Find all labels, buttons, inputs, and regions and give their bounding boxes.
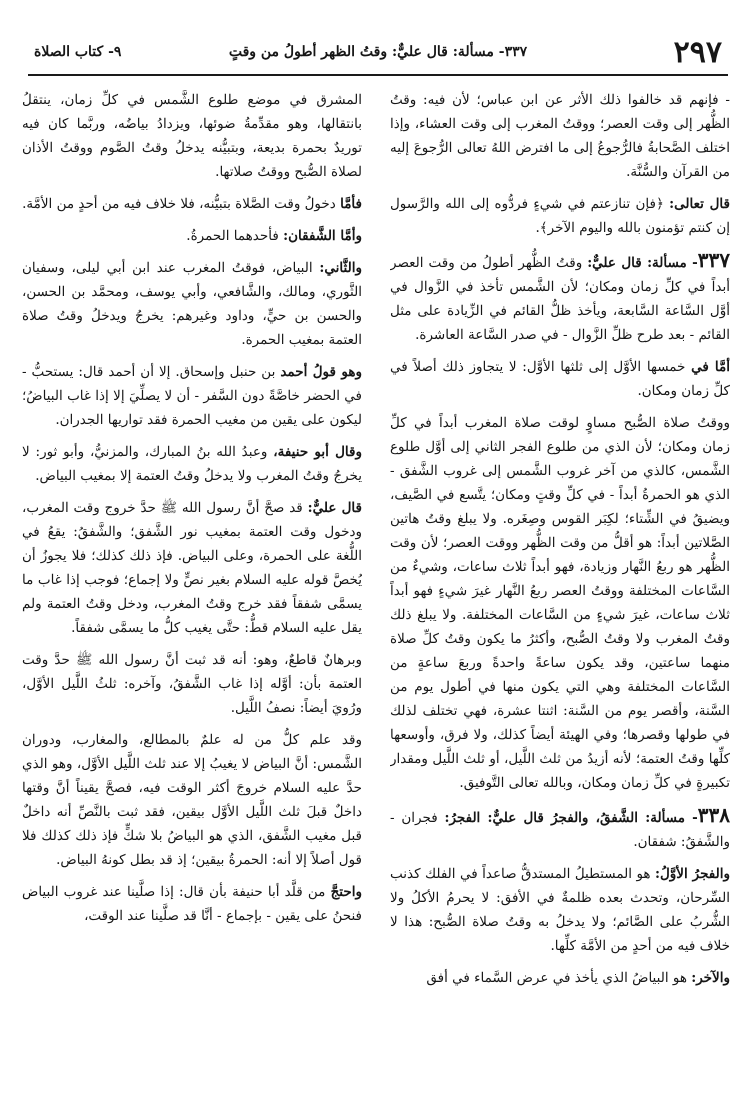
paragraph [22,880,362,928]
paragraph-text: خمسها الأوَّل إلى ثلثها الأوَّل: لا يتجاوز ذلك أصلاً في كلِّ زمان ومكان. [390,359,730,399]
right-text-column [390,88,730,1089]
left-text-column [22,88,362,1089]
paragraph-lead: والآخر: [691,970,730,986]
paragraph-lead: قال عليٌّ: [307,500,362,516]
paragraph-lead: وقال أبو حنيفة، [273,444,362,460]
paragraph-text: ووقتُ صلاة الصُّبح مساوٍ لوقت صلاة المغرب أبداً في كلِّ زمان ومكان؛ لأن الذي من طلوع الفجر الثاني إلى أوَّل طلوع الشَّمس، كالذي من آخر غروب الشَّمس إلى غروب الشَّفق - الذي هو الحمرةُ أبداً - في كلِّ وقتٍ ومكان؛ يتَّسع في الصَّيف، ويضيقُ في الشِّتاء؛ لكِبَر القوس وصِغَره. ولا يبلغ وقتُ هاتين الصَّلاتين أبداً: هو أقلُّ من وقت الظُّهر ووقت العصر؛ لأن وقت الظُّهر هو ربعُ النَّهار وزيادة، فهو أبداً ثلاث ساعات، وشيءٌ من السَّاعات المختلفة ووقتُ العصر ربعُ النَّهار غيرَ شيءٍ فهو أبداً ثلاث ساعات، غيرَ شيءٍ من السَّاعات المختلفة. ولا يبلغ ذلك وقتُ المغرب ولا وقتُ الصُّبح، وأكثرُ ما يكون وقتُ كلِّ صلاة منهما ساعتين، وقد يكون ساعةً واحدةً وربعَ ساعةٍ من السَّاعات المختلفة وهي التي يكون منها في أطول يوم من السَّنة، وأقصر يوم من السَّنة: اثنتا عشرة، فهي تختلف لذلك في طولها وقصرها؛ وفي الهيئة أيضاً كذلك، ولا فرق، وأوسعها كلِّها وقتُ العتمة؛ لأنه أزيدُ من ثلث اللَّيل، أو ثلث اللَّيل ومقدار تكبيرةٍ في كلِّ زمان ومكان، وبالله تعالى التَّوفيق. [390,415,730,791]
paragraph-lead: وهو قولُ أحمد [280,364,362,380]
page-header [28,36,728,72]
paragraph-lead: والثَّاني: [319,260,362,276]
paragraph-text: - فإنهم قد خالفوا ذلك الأثر عن ابن عباس؛ لأن فيه: وقتُ الظُّهر إلى وقت العصر؛ ووقتُ المغرب إلى وقت العشاء، وإذا اختلف الصَّحابةُ فالرُّجوعُ إلى ما افترض اللهُ تعالى الرُّجوعَ إليه من القرآن والسُّنَّة. [390,92,730,180]
paragraph [390,966,730,990]
paragraph-text: فأحدهما الحمرةُ. [186,228,279,244]
paragraph [22,192,362,216]
paragraph [22,496,362,640]
paragraph-lead: والفجرُ الأوَّلُ: [655,866,730,882]
paragraph-lead: وأمَّا الشَّفقان: [283,228,362,244]
paragraph [22,440,362,488]
paragraph-text: وبرهانٌ قاطعٌ، وهو: أنه قد ثبت أنَّ رسول الله ﷺ حدَّ وقت العتمة بأن: أوَّله إذا غاب الشَّفقُ، وآخره: ثلثُ اللَّيل الأوَّل، ورُويَ أيضاً: نصفُ اللَّيل. [22,652,362,716]
paragraph-lead: قال تعالى: [669,196,730,212]
paragraph-text: ﴿فإن تنازعتم في شيءٍ فردُّوه إلى الله والرَّسول إن كنتم تؤمنون بالله واليوم الآخر﴾. [390,196,730,236]
paragraph [390,862,730,958]
paragraph [390,411,730,795]
paragraph-lead: أمَّا في [691,359,730,375]
paragraph-text: بن حنبل وإسحاق. إلا أن أحمد قال: يستحبُّ - في الحضر خاصَّةً دون السَّفر - أن لا يصلِّيَ إلا إذا غاب البياضُ؛ ليكون على يقين من مغيب الحمرة فقد تواريها الجدران. [22,364,362,428]
running-title: ٣٣٧- مسألة: قال عليٌّ: وقتُ الظهر أطولُ من وقتٍ [228,44,528,60]
paragraph [390,192,730,240]
paragraph-lead: - مسألة: الشَّفقُ، والفجرُ قال عليٌّ: الفجرُ: [444,810,698,826]
paragraph [390,355,730,403]
paragraph [390,803,730,854]
paragraph-lead: فأمَّا [340,196,362,212]
paragraph-text: هو البياضُ الذي يأخذ في عرض السَّماء في أفق [426,970,687,986]
paragraph [22,256,362,352]
header-rule [28,74,728,76]
paragraph-text: دخولُ وقت الصَّلاة بتبيُّنه، فلا خلاف فيه من أحدٍ من الأمَّة. [22,196,336,212]
paragraph-text: وعبدُ الله بنُ المبارك، والمزنيُّ، وأبو ثور: لا يخرجُ وقتُ المغرب ولا يدخلُ وقتُ العتمة إلا بمغيب البياض. [22,444,362,484]
paragraph-text: فجران - والشَّفقُ: شفقان. [390,810,730,850]
paragraph [22,648,362,720]
paragraph-text: وقد علم كلُّ من له علمٌ بالمطالع، والمغارب، ودوران الشَّمس: أنَّ البياض لا يغيبُ إلا عند ثلث اللَّيل الأوَّل، وهو الذي حدَّ عليه السلام خروجَ أكثر الوقت فيه، فصحَّ يقيناً أنَّ وقتها داخلٌ قبلَ ثلث اللَّيل الأوَّل بيقين، فقد ثبت بالنَّصِّ أنه داخلٌ قبل مغيب الشَّفق، الذي هو البياضُ بلا شكٍّ فإذ ذلك كذلك فلا قول أصلاً إلا أنه: الحمرةُ بيقين؛ إذ قد بطل كونهُ البياض. [22,732,362,868]
paragraph [22,224,362,248]
paragraph-text: المشرق في موضع طلوع الشَّمس في كلِّ زمان، ينتقلُ بانتقالها، وهو مقدِّمةُ ضوئها، ويزدادُ بياضُه، وربَّما كان فيه توريدٌ بحمرة بديعة، وبتبيُّنه يدخلُ وقتُ الصَّوم ووقتُ الأذان لصلاة الصُّبح ووقتُ صلاتها. [22,92,362,180]
paragraph [390,248,730,347]
issue-number: ٣٣٨ [697,803,730,827]
paragraph-text: البياض، فوقتُ المغرب عند ابن أبي ليلى، وسفيان الثَّوري، ومالك، والشَّافعي، وأبي يوسف، ومحمَّد بن الحسن، والحسن بن حيٍّ، وداود وغيرهم: يخرجُ ويدخلُ وقتُ صلاة العتمة بمغيب الحمرة. [22,260,362,348]
paragraph-lead: واحتجَّ [330,884,362,900]
paragraph-lead: - مسألة: قال عليٌّ: [587,255,698,271]
paragraph [22,88,362,184]
paragraph [390,88,730,184]
paragraph-text: من قلَّد أبا حنيفة بأن قال: إذا صلَّينا عند غروب البياض فنحنُ على يقين - بإجماع - أنَّا قد صلَّينا عند الوقت، [22,884,362,924]
page-number: ٢٩٧ [673,35,722,70]
paragraph-text: وقتُ الظُّهر أطولُ من وقت العصر أبداً في كلِّ زمان ومكان؛ لأن الشَّمس تأخذ في الزَّوال في أوَّل السَّاعة السَّابعة، ويأخذ ظلُّ القائم في الزِّيادة على مثل القائم - بعد طرح ظلِّ الزَّوال - في صدر السَّاعة العاشرة. [390,255,730,343]
paragraph-text: قد صحَّ أنَّ رسول الله ﷺ حدَّ خروج وقت المغرب، ودخول وقت العتمة بمغيب نور الشَّفق؛ والشَّفقُ: يقعُ في اللُّغة على الحمرة، وعلى البياض. فإذ ذلك كذلك؛ فلا يجوزُ أن يُخصَّ قوله عليه السلام بغير نصٍّ ولا إجماع؛ فوجب إذا غاب ما يسمَّى شفقاً فقد خرج وقتُ المغرب، ودخل وقتُ العتمة ولم يقل عليه السلام قطُّ: حتَّى يغيب كلُّ ما يسمَّى شفقاً. [22,500,362,636]
paragraph [22,360,362,432]
book-title: ٩- كتاب الصلاة [34,44,122,60]
paragraph-text: هو المستطيلُ المستدقُّ صاعداً في الفلك كذنب السِّرحان، وتحدث بعده ظلمةٌ في الأفق: لا يحرمُ الأكلُ ولا الشُّربُ على الصَّائم؛ ولا يدخلُ به وقتُ صلاة الصُّبح: هذا لا خلاف فيه من أحدٍ من الأمَّة كلِّها. [390,866,730,954]
issue-number: ٣٣٧ [697,248,730,272]
paragraph [22,728,362,872]
